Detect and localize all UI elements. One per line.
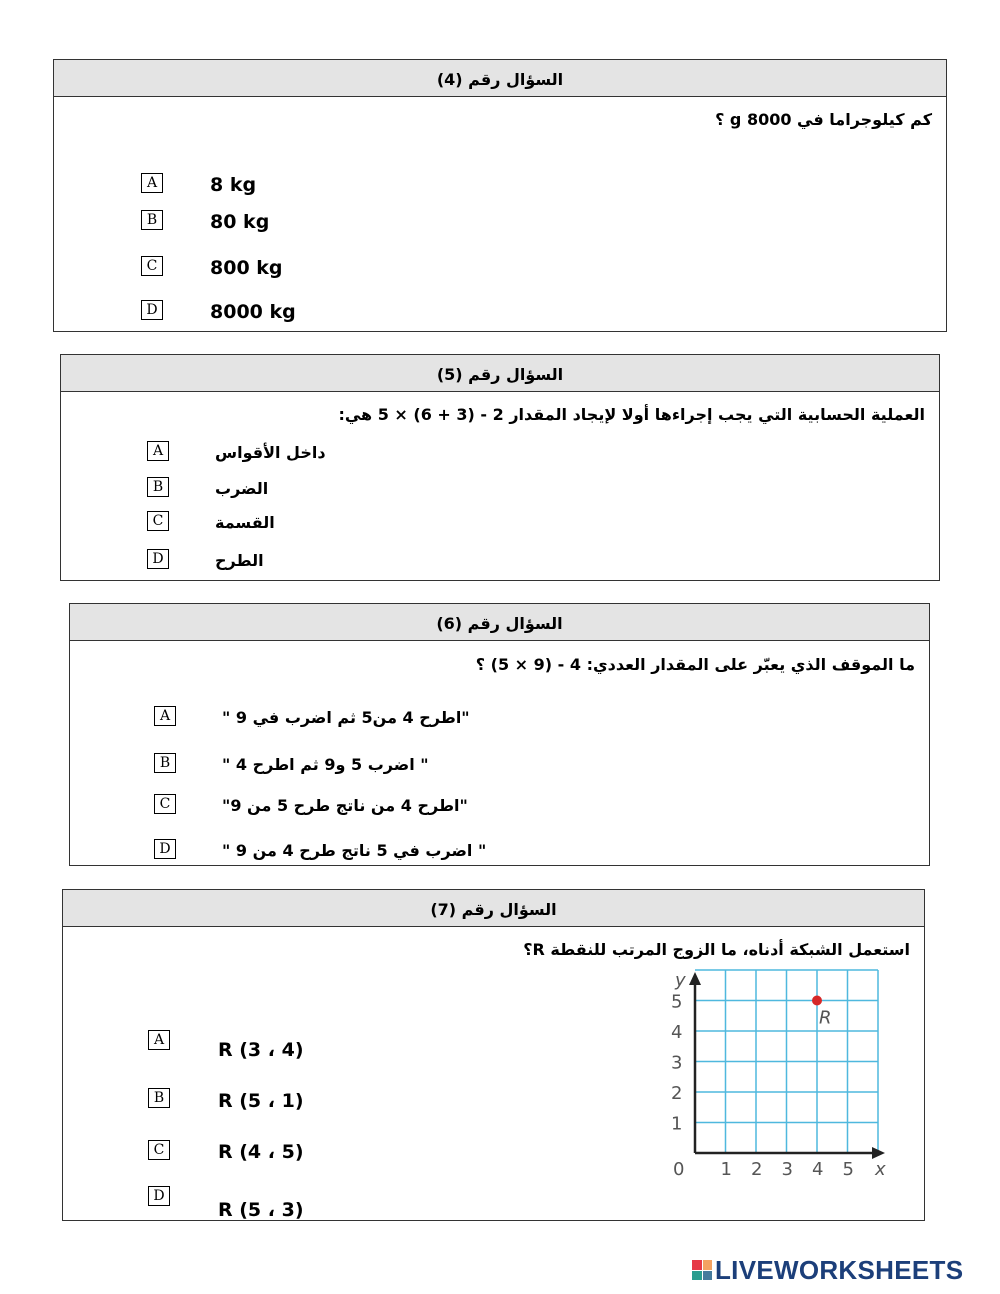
question-6-option-d[interactable]: [154, 839, 554, 863]
question-7-text: استعمل الشبكة أدناه، ما الزوج المرتب للنقطة R؟: [523, 940, 910, 959]
option-letter-a[interactable]: A: [154, 706, 176, 726]
question-7-option-c[interactable]: [148, 1140, 448, 1164]
option-letter-b[interactable]: B: [141, 210, 163, 230]
question-5-option-c[interactable]: [147, 511, 447, 535]
option-text: 800 kg: [210, 257, 283, 279]
y-tick-label: 5: [671, 991, 683, 1013]
option-letter-a[interactable]: A: [141, 173, 163, 193]
liveworksheets-logo: [692, 1254, 963, 1286]
question-6-option-b[interactable]: [154, 753, 554, 777]
option-text: داخل الأقواس: [215, 443, 326, 462]
question-7-option-b[interactable]: [148, 1088, 448, 1112]
option-letter-c[interactable]: C: [148, 1140, 170, 1160]
option-text: 8000 kg: [210, 301, 296, 323]
x-tick-label: 4: [812, 1159, 824, 1180]
option-letter-a[interactable]: A: [148, 1030, 170, 1050]
question-5-text: العملية الحسابية التي يجب إجراءها أولا لإيجاد المقدار 2 - (3 + 6) × 5 هي:: [338, 405, 925, 424]
grid-lines: [695, 970, 878, 1153]
option-text: "اطرح 4 من ناتج طرح 5 من 9": [222, 796, 468, 815]
option-text: 80 kg: [210, 211, 270, 233]
option-letter-a[interactable]: A: [147, 441, 169, 461]
logo-square-2: [703, 1260, 713, 1270]
logo-square-4: [703, 1271, 713, 1281]
x-tick-label: 0: [673, 1159, 685, 1180]
coordinate-grid-svg: [663, 968, 893, 1186]
option-letter-b[interactable]: B: [148, 1088, 170, 1108]
option-text: القسمة: [215, 513, 275, 532]
y-axis-label: y: [675, 970, 686, 991]
question-7-option-d[interactable]: [148, 1186, 448, 1221]
logo-text: LIVEWORKSHEETS: [715, 1254, 964, 1285]
question-5-header: السؤال رقم (5): [61, 355, 939, 392]
point-r-label: R: [819, 1007, 832, 1029]
x-tick-label: 5: [842, 1159, 854, 1180]
x-tick-label: 1: [720, 1159, 732, 1180]
y-tick-label: 4: [671, 1022, 683, 1043]
logo-icon: [692, 1260, 712, 1280]
question-6-option-c[interactable]: [154, 794, 554, 818]
coordinate-grid: [663, 968, 893, 1186]
option-letter-b[interactable]: B: [147, 477, 169, 497]
question-5-option-d[interactable]: [147, 549, 447, 573]
option-text: "اطرح 4 من5 ثم اضرب في 9 ": [222, 708, 470, 727]
option-text: " اضرب 5 و9 ثم اطرح 4 ": [222, 755, 429, 774]
logo-square-1: [692, 1260, 702, 1270]
question-6-option-a[interactable]: [154, 706, 554, 730]
question-7-header: السؤال رقم (7): [63, 890, 924, 927]
question-4-option-a[interactable]: [141, 173, 541, 197]
question-5-box: [60, 354, 940, 581]
option-letter-c[interactable]: C: [154, 794, 176, 814]
question-4-option-b[interactable]: [141, 210, 541, 234]
option-text: R (5 ، 3): [218, 1199, 304, 1221]
option-text: الطرح: [215, 551, 264, 570]
option-letter-c[interactable]: C: [141, 256, 163, 276]
question-7-option-a[interactable]: [148, 1030, 448, 1061]
option-text: R (4 ، 5): [218, 1141, 304, 1163]
y-tick-label: 3: [671, 1052, 683, 1074]
point-r-marker: [812, 996, 822, 1006]
option-letter-d[interactable]: D: [141, 300, 163, 320]
question-4-option-d[interactable]: [141, 300, 541, 324]
question-4-box: [53, 59, 947, 332]
option-text: R (5 ، 1): [218, 1090, 304, 1112]
question-5-option-a[interactable]: [147, 441, 447, 465]
question-5-option-b[interactable]: [147, 477, 447, 501]
question-4-option-c[interactable]: [141, 256, 541, 280]
option-text: " اضرب في 5 ناتج طرح 4 من 9 ": [222, 841, 487, 860]
question-4-text: كم كيلوجراما في 8000 g ؟: [715, 110, 932, 129]
option-letter-d[interactable]: D: [147, 549, 169, 569]
logo-square-3: [692, 1271, 702, 1281]
x-axis-label: x: [875, 1159, 886, 1180]
question-6-header: السؤال رقم (6): [70, 604, 929, 641]
question-4-header: السؤال رقم (4): [54, 60, 946, 97]
option-text: الضرب: [215, 479, 269, 498]
option-letter-d[interactable]: D: [154, 839, 176, 859]
option-letter-d[interactable]: D: [148, 1186, 170, 1206]
question-6-box: [69, 603, 930, 866]
question-6-text: ما الموقف الذي يعبّر على المقدار العددي: 4 - (9 × 5) ؟: [475, 655, 915, 674]
option-text: R (3 ، 4): [218, 1039, 304, 1061]
option-letter-b[interactable]: B: [154, 753, 176, 773]
x-tick-label: 2: [751, 1159, 763, 1180]
x-tick-label: 3: [781, 1159, 793, 1180]
y-tick-label: 2: [671, 1083, 683, 1104]
option-letter-c[interactable]: C: [147, 511, 169, 531]
y-axis-arrow: [689, 972, 701, 985]
y-tick-label: 1: [671, 1113, 683, 1135]
question-7-box: [62, 889, 925, 1221]
option-text: 8 kg: [210, 174, 257, 196]
